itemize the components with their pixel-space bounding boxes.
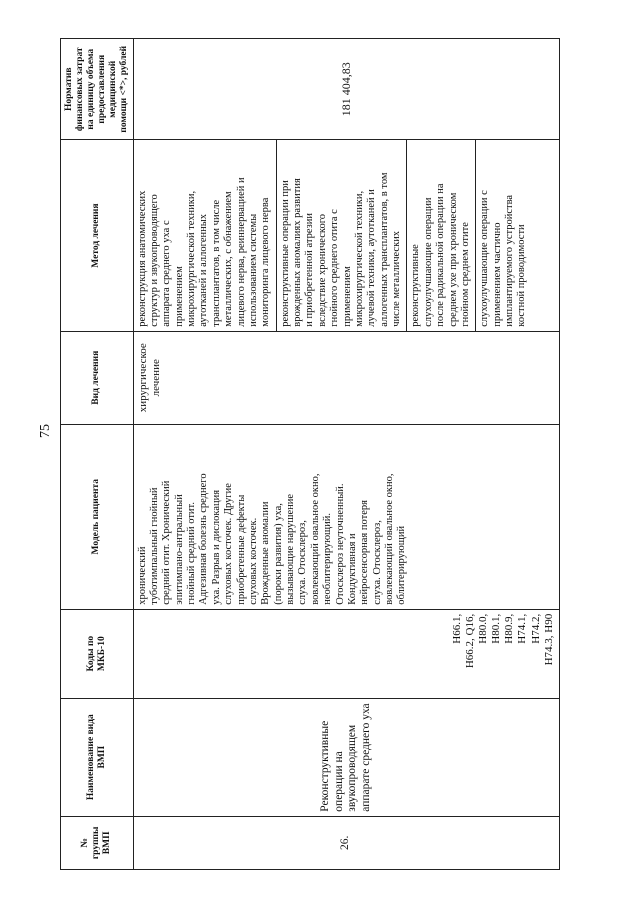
header-cost-norm: Норматив финансовых затрат на единицу объема предоставления медицинской помощи <*>, рублей — [61, 39, 134, 140]
rotated-page-content — [60, 38, 560, 870]
page-number: 75 — [38, 424, 53, 438]
patient-model-cell: хронический туботимпальный гнойный средний отит. Хронический эпитимпано-антральный гнойный средний отит. Адгезивная болезнь среднего уха. Разрыв и дислокация слуховых косточек. Другие приобретенные дефекты слуховых косточек. Врожденные аномалии (пороки развития) уха, вызывающие нарушение слуха. Отосклероз, вовлекающий овальное окно, необлитерирующий. Отосклероз неуточненный. Кондуктивная и нейросенсорная потеря слуха. Отосклероз, вовлекающий овальное окно, облитерирующий — [133, 424, 559, 609]
header-group-number: № группы ВМП — [61, 816, 134, 869]
group-number-cell: 26. — [133, 816, 559, 869]
treatment-method-item: реконструктивные операции при врожденных аномалиях развития и приобретенной атрезии вследствие хронического гнойного среднего отита с применением микрохирургической техники, лучевой техники, аутотканей и аллогенных трансплантатов, в том числе металлических — [277, 140, 408, 330]
treatment-methods-cell — [133, 140, 559, 331]
header-treatment-kind: Вид лечения — [61, 331, 134, 424]
header-vmp-name: Наименование вида ВМП — [61, 698, 134, 816]
treatment-method-item: реконструктивные слухоулучшающие операции после радикальной операции на среднем ухе при хроническом гнойном среднем отите — [407, 140, 476, 330]
cost-norm-cell: 181 404,83 — [133, 39, 559, 140]
treatment-kind-cell: хирургическое лечение — [133, 331, 559, 424]
table-row — [133, 39, 559, 870]
mkb-codes-cell — [133, 609, 559, 698]
treatment-method-item: слухоулучшающие операции с применением частично имплантируемого устройства костной проводимости — [479, 190, 528, 327]
vmp-name-cell: Реконструктивные операции на звукопроводящем аппарате среднего уха — [133, 698, 559, 816]
header-treatment-method: Метод лечения — [61, 140, 134, 331]
mkb-codes-text: H66.1, H66.2, Q16, H80.0, H80.1, H80.9, H74.1, H74.2, H74.3, H90 — [450, 613, 555, 669]
vmp-table — [60, 38, 560, 870]
treatment-method-item: реконструкция анатомических структур и звукопроводящего аппарата среднего уха с применением микрохирургической техники, аутотканей и аллогенных трансплантатов, в том числе металлических, с обнажением лицевого нерва, реиннервацией и использованием системы мониторинга лицевого нерва — [134, 140, 277, 330]
header-mkb-codes: Коды по МКБ-10 — [61, 609, 134, 698]
header-patient-model: Модель пациента — [61, 424, 134, 609]
